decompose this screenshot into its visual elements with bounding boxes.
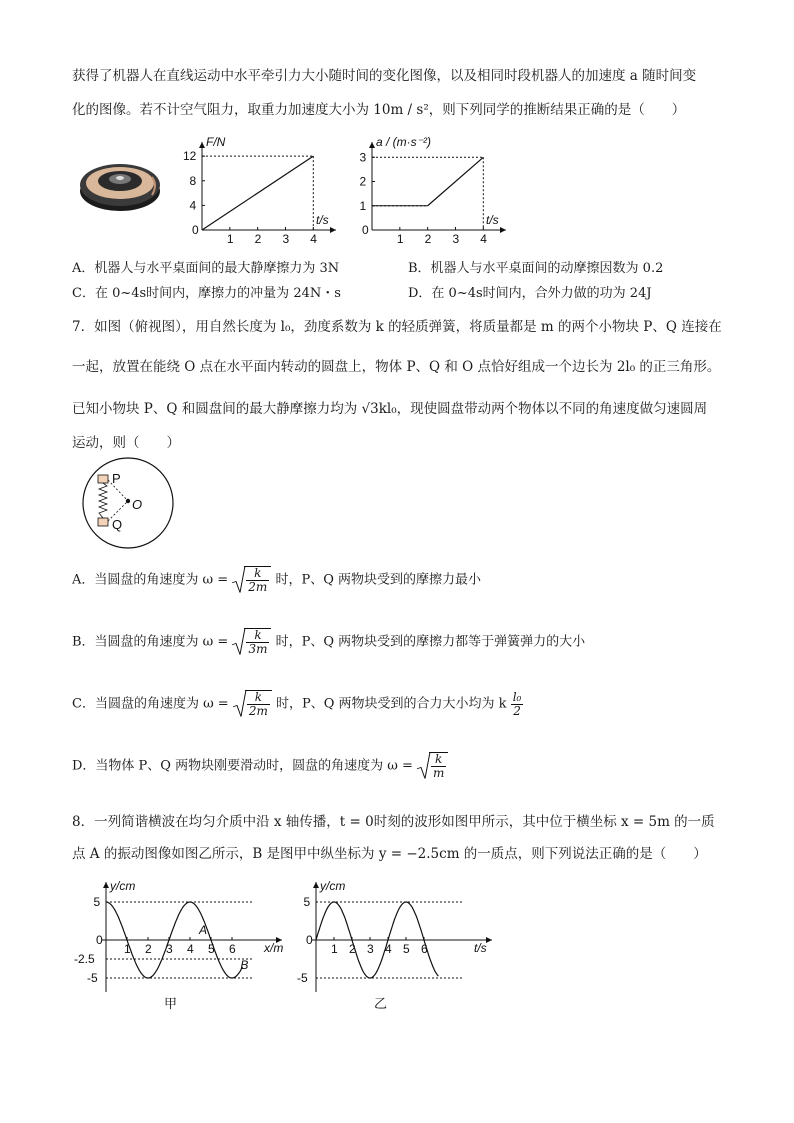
x-tick-label: 3 bbox=[367, 942, 374, 956]
x-tick-label: 2 bbox=[424, 232, 432, 246]
label-o: O bbox=[132, 497, 143, 512]
label-p: P bbox=[112, 471, 121, 486]
intro-line-2: 化的图像。若不计空气阻力，取重力加速度大小为 10m / s²，则下列同学的推断结果正确的是（ ） bbox=[72, 102, 686, 118]
q7-line-1: 7．如图（俯视图），用自然长度为 l₀，劲度系数为 k 的轻质弹簧，将质量都是 m 的两个小物块 P、Q 连接在 bbox=[72, 319, 722, 335]
label-q: Q bbox=[112, 517, 123, 532]
q7-line-3: 已知小物块 P、Q 和圆盘间的最大静摩擦力均为 √3kl₀，现使圆盘带动两个物体以不同的角速度做匀速圆周 bbox=[72, 401, 708, 417]
x-axis-arrow bbox=[486, 937, 492, 943]
block-q bbox=[98, 518, 108, 526]
point-b-label: B bbox=[240, 958, 249, 972]
y-tick-label: 8 bbox=[189, 173, 197, 188]
x-tick-label: 5 bbox=[403, 942, 410, 956]
y-axis-label: F/N bbox=[206, 135, 226, 149]
rotating-disk-figure bbox=[80, 455, 176, 551]
y-tick-label: 12 bbox=[183, 149, 197, 164]
q6-option-a: A．机器人与水平桌面间的最大静摩擦力为 3N bbox=[72, 261, 340, 276]
x-tick-label: 1 bbox=[396, 232, 404, 246]
x-tick-label: 4 bbox=[480, 232, 487, 246]
q6-option-b: B．机器人与水平桌面间的动摩擦因数为 0.2 bbox=[408, 261, 664, 276]
block-p bbox=[98, 475, 108, 483]
y-tick-label: 5 bbox=[93, 895, 101, 909]
y-axis-label: y/cm bbox=[320, 879, 346, 893]
y-axis-arrow bbox=[199, 142, 205, 148]
y-tick-label: 5 bbox=[303, 895, 311, 909]
x-axis-label: t/s bbox=[486, 213, 499, 227]
figure-caption: 乙 bbox=[374, 996, 388, 1011]
x-tick-label: 1 bbox=[331, 942, 338, 956]
x-tick-label: 2 bbox=[254, 232, 262, 246]
y-axis-label: a / (m·s⁻²) bbox=[376, 135, 431, 149]
q8-line-2: 点 A 的振动图像如图乙所示，B 是图甲中纵坐标为 y = −2.5cm 的一质点，则下列说法正确的是（ ） bbox=[72, 846, 707, 862]
x-axis-arrow bbox=[330, 227, 336, 233]
y-tick-label: -2.5 bbox=[74, 952, 95, 966]
point-a-label: A bbox=[199, 923, 208, 937]
q6-option-d: D．在 0~4s时间内，合外力做的功为 24J bbox=[408, 286, 652, 301]
q7-option-c: C．当圆盘的角速度为 ω = $\frac{k}{2m}$ 时，P、Q 两物块受到的合力大小均为 k $\frac{\text{l₀}}{2}$ bbox=[72, 689, 522, 718]
origin-label: 0 bbox=[96, 933, 103, 947]
acceleration-time-chart bbox=[350, 128, 520, 246]
series-line bbox=[428, 157, 484, 205]
q7-option-b: B．当圆盘的角速度为 ω = $\frac{k}{3m}$ 时，P、Q 两物块受到的摩擦力都等于弹簧弹力的大小 bbox=[72, 628, 586, 656]
x-axis-arrow bbox=[500, 227, 506, 233]
x-axis-label: x/m bbox=[264, 941, 284, 955]
x-tick-label: 1 bbox=[226, 232, 234, 246]
x-tick-label: 2 bbox=[349, 942, 356, 956]
vibration-graph-yi bbox=[290, 868, 500, 1011]
series-line bbox=[202, 156, 313, 230]
x-tick-label: 6 bbox=[421, 942, 428, 956]
x-tick-label: 3 bbox=[166, 942, 173, 956]
x-tick-label: 6 bbox=[229, 942, 236, 956]
q7-line-4: 运动，则（ ） bbox=[72, 435, 180, 451]
y-axis-arrow bbox=[103, 882, 109, 888]
x-tick-label: 4 bbox=[310, 232, 317, 246]
q7-line-2: 一起，放置在能绕 O 点在水平面内转动的圆盘上，物体 P、Q 和 O 点恰好组成一个边长为 2l₀ 的正三角形。 bbox=[72, 359, 721, 375]
origin-label: 0 bbox=[306, 933, 313, 947]
wave-graph-jia bbox=[74, 872, 290, 1012]
origin-label: 0 bbox=[362, 223, 369, 237]
y-axis-arrow bbox=[369, 142, 375, 148]
y-tick-label: 3 bbox=[359, 150, 367, 165]
x-tick-label: 4 bbox=[187, 942, 194, 956]
y-tick-label: 4 bbox=[189, 198, 197, 213]
x-tick-label: 5 bbox=[208, 942, 215, 956]
x-tick-label: 3 bbox=[452, 232, 460, 246]
x-tick-label: 1 bbox=[124, 942, 131, 956]
origin-label: 0 bbox=[192, 223, 199, 237]
intro-line-1: 获得了机器人在直线运动中水平牵引力大小随时间的变化图像，以及相同时段机器人的加速度 a 随时间变 bbox=[72, 68, 697, 84]
x-tick-label: 4 bbox=[385, 942, 392, 956]
y-axis-arrow bbox=[313, 882, 319, 888]
y-tick-label: -5 bbox=[87, 971, 98, 985]
figure-caption: 甲 bbox=[164, 996, 178, 1011]
force-time-chart bbox=[180, 128, 340, 246]
spring bbox=[99, 483, 107, 518]
q8-line-1: 8．一列简谐横波在均匀介质中沿 x 轴传播，t = 0时刻的波形如图甲所示，其中位于横坐标 x = 5m 的一质 bbox=[72, 814, 715, 830]
y-tick-label: 1 bbox=[359, 198, 367, 213]
x-tick-label: 2 bbox=[145, 942, 152, 956]
q6-option-c: C．在 0~4s时间内，摩擦力的冲量为 24N・s bbox=[72, 286, 341, 301]
y-axis-label: y/cm bbox=[110, 879, 136, 893]
y-tick-label: -5 bbox=[297, 971, 308, 985]
x-axis-label: t/s bbox=[474, 941, 487, 955]
y-tick-label: 2 bbox=[359, 174, 367, 189]
x-axis-label: t/s bbox=[316, 213, 329, 227]
x-tick-label: 3 bbox=[282, 232, 290, 246]
robot-vacuum-illustration bbox=[78, 155, 168, 215]
q7-option-a: A．当圆盘的角速度为 ω = $\frac{k}{2m}$ 时，P、Q 两物块受到的摩擦力最小 bbox=[72, 566, 481, 594]
q7-option-d: D．当物体 P、Q 两物块刚要滑动时，圆盘的角速度为 ω = $\frac{k}{m}$ bbox=[72, 752, 448, 780]
